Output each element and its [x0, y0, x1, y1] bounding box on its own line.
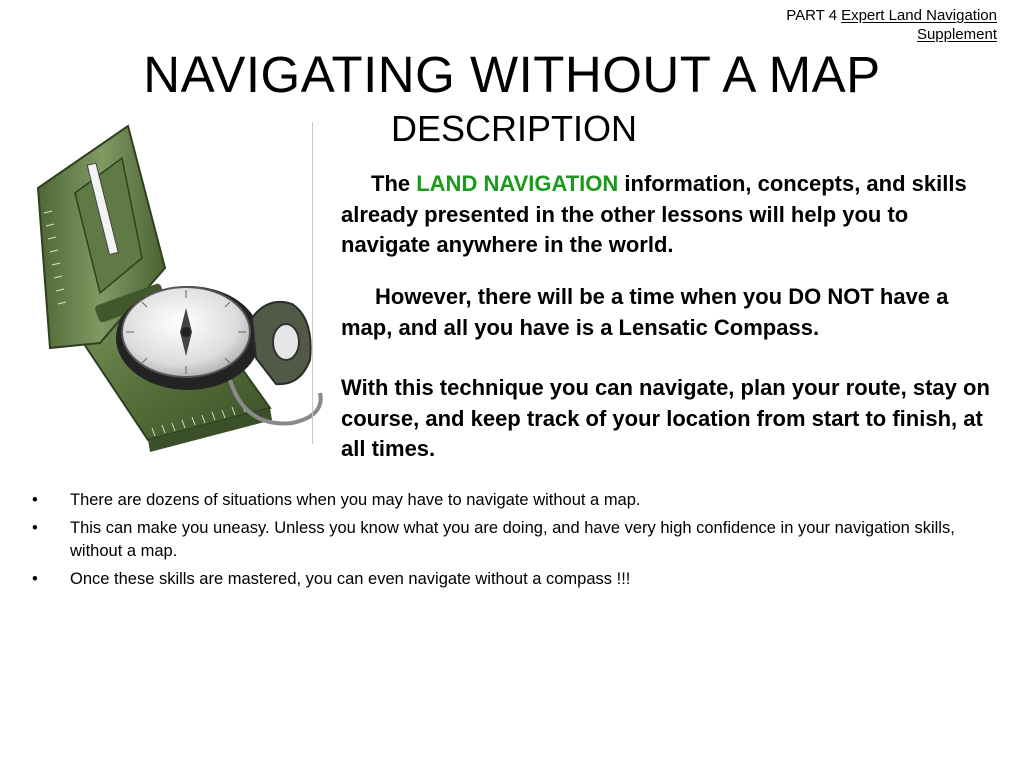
bullet-icon: • — [32, 570, 38, 588]
page-title: NAVIGATING WITHOUT A MAP — [143, 46, 881, 103]
bullet-list — [32, 489, 1002, 596]
slide-header — [786, 6, 997, 44]
list-item — [32, 517, 1002, 563]
paragraph-3: With this technique you can navigate, plan your route, stay on course, and keep track of your location from start to finish, at all times. — [341, 375, 990, 461]
supplement-title-2: Supplement — [916, 26, 997, 43]
bullet-text: This can make you uneasy. Unless you know what you are doing, and have very high confidence in your navigation skills, without a map. — [70, 519, 955, 560]
part-label: PART 4 — [786, 7, 838, 24]
paragraph-1 — [341, 169, 991, 261]
page-subtitle: DESCRIPTION — [390, 108, 638, 149]
bullet-icon: • — [32, 491, 38, 509]
lensatic-compass-icon — [30, 118, 330, 454]
bullet-text: There are dozens of situations when you may have to navigate without a map. — [70, 491, 641, 509]
list-item — [32, 489, 1002, 512]
header-line-1 — [786, 6, 997, 25]
land-navigation-highlight: LAND NAVIGATION — [416, 171, 619, 196]
paragraph-1-prefix: The — [371, 171, 417, 196]
bullet-text: Once these skills are mastered, you can even navigate without a compass !!! — [70, 570, 631, 588]
paragraph-2: However, there will be a time when you DO NOT have a map, and all you have is a Lensatic Compass. — [341, 284, 949, 340]
bullet-icon: • — [32, 519, 38, 537]
paragraph-1-suffix: information, concepts, and skills already presented in the other lessons will help you to navigate anywhere in the world. — [341, 171, 967, 257]
list-item — [32, 568, 1002, 591]
supplement-title-1: Expert Land Navigation — [841, 7, 997, 24]
header-line-2 — [786, 25, 997, 44]
divider-line — [312, 122, 313, 444]
